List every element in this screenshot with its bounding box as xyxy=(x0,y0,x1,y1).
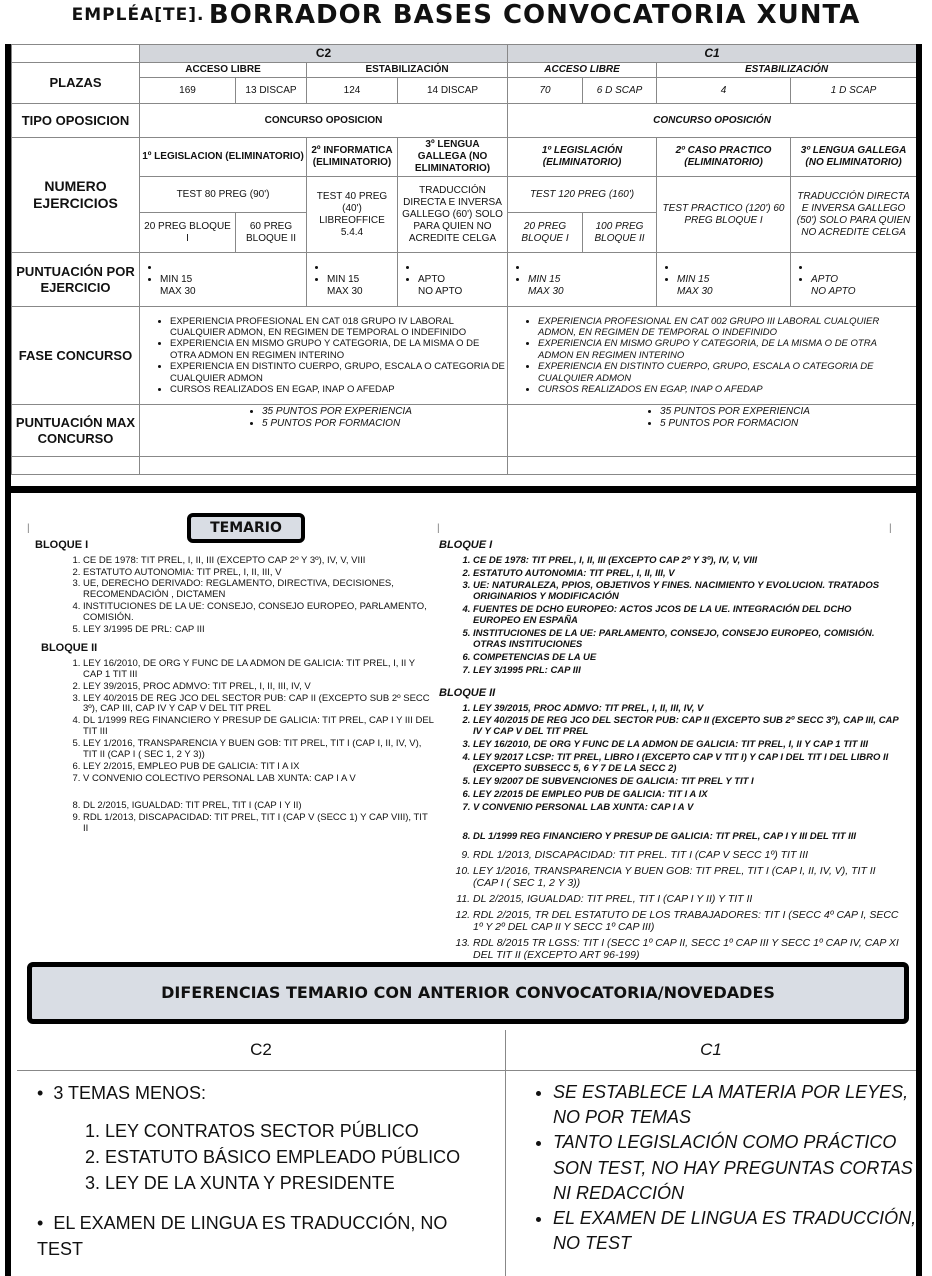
max-experiencia: • 35 PUNTOS POR EXPERIENCIA xyxy=(262,406,505,418)
c1-gallego: TRADUCCIÓN DIRECTA E INVERSA GALLEGO (50') SOLO PARA QUIEN NO ACREDITE CELGA xyxy=(791,177,917,253)
bases-table-section xyxy=(5,44,922,486)
temario-item: 7. LEY 3/1995 PRL: CAP III xyxy=(473,666,899,677)
c2-puntuacion-3 xyxy=(398,253,508,307)
c1-bloque1: 20 PREG BLOQUE I xyxy=(508,213,583,253)
plazas-value: 4 xyxy=(657,78,791,104)
diferencias-section xyxy=(5,960,922,1276)
c1-bloque2: 100 PREG BLOQUE II xyxy=(583,213,657,253)
temario-item: 8. DL 2/2015, IGUALDAD: TIT PREL, TIT I (CAP I Y II) xyxy=(83,801,435,812)
max-score: MAX 30 xyxy=(160,285,196,297)
c1-estabilizacion: ESTABILIZACIÓN xyxy=(657,63,917,78)
diff-c2-list xyxy=(37,1080,497,1263)
c2-tipo: CONCURSO OPOSICION xyxy=(140,104,508,138)
apto: APTO xyxy=(418,273,446,285)
divider xyxy=(505,1030,506,1276)
temario-item: 7. V CONVENIO COLECTIVO PERSONAL LAB XUNTA: CAP I A V xyxy=(83,774,435,785)
temario-item: 4. DL 1/1999 REG FINANCIERO Y PRESUP DE GALICIA: TIT PREL, CAP I Y III DEL TIT III xyxy=(83,716,435,738)
c1-tipo: CONCURSO OPOSICIÓN xyxy=(508,104,917,138)
c2-bloque1-title: BLOQUE I xyxy=(35,539,89,551)
c1-test-legislacion: TEST 120 PREG (160') xyxy=(508,177,657,213)
fase-item: • EXPERIENCIA PROFESIONAL EN CAT 018 GRUPO IV LABORAL CUALQUIER ADMON, EN REGIMEN DE TEMPORAL O INDEFINIDO xyxy=(170,316,505,339)
plazas-value: 70 xyxy=(508,78,583,104)
temario-item: 5. LEY 3/1995 DE PRL: CAP III xyxy=(83,625,435,636)
plazas-value: 6 D SCAP xyxy=(583,78,657,104)
c1-bloque2-title: BLOQUE II xyxy=(439,686,496,699)
c1-puntuacion-2 xyxy=(657,253,791,307)
temario-item: 3. UE: NATURALEZA, PPIOS, OBJETIVOS Y FINES. NACIMIENTO Y EVOLUCION. TRATADOS ORIGINARIOS Y MODIFICACIÓN xyxy=(473,581,899,603)
temario-item: 7. V CONVENIO PERSONAL LAB XUNTA: CAP I A V xyxy=(473,803,899,814)
temario-item: 3. LEY 16/2010, DE ORG Y FUNC DE LA ADMON DE GALICIA: TIT PREL, I, II Y CAP 1 TIT III xyxy=(473,740,899,751)
c1-caso-practico: TEST PRACTICO (120') 60 PREG BLOQUE I xyxy=(657,177,791,253)
fase-item: • EXPERIENCIA EN MISMO GRUPO Y CATEGORIA, DE LA MISMA O DE OTRA ADMON EN REGIMEN INTERINO xyxy=(170,338,505,361)
max-formacion: • 5 PUNTOS POR FORMACION xyxy=(660,418,914,430)
temario-item: 13. RDL 8/2015 TR LGSS: TIT I (SECC 1º CAP II, SECC 1º CAP III Y SECC 1º CAP IV, CAP XI DEL TIT II (EXCEPTO ART 96-199) xyxy=(473,937,899,960)
diff-c2-lingua: • EL EXAMEN DE LINGUA ES TRADUCCIÓN, NO TEST xyxy=(37,1213,448,1260)
temario-item: 5. INSTITUCIONES DE LA UE: PARLAMENTO, CONSEJO, CONSEJO EUROPEO, COMISIÓN. OTRAS INSTITUCIONES xyxy=(473,629,899,651)
temario-item: 1. CE DE 1978: TIT PREL, I, II, III (EXCEPTO CAP 2º Y 3º), IV, V, VIII xyxy=(473,556,899,567)
plazas-label: PLAZAS xyxy=(12,63,140,104)
temario-item: 9. RDL 1/2013, DISCAPACIDAD: TIT PREL. TIT I (CAP V SECC 1º) TIT III xyxy=(473,849,899,861)
temario-item: 4. INSTITUCIONES DE LA UE: CONSEJO, CONSEJO EUROPEO, PARLAMENTO, COMISIÓN. xyxy=(83,602,435,624)
max-score: MAX 30 xyxy=(677,285,713,297)
plazas-value: 13 DISCAP xyxy=(236,78,307,104)
temario-item: 6. LEY 2/2015, EMPLEO PUB DE GALICIA: TIT I A IX xyxy=(83,762,435,773)
ruler-mark: | xyxy=(889,523,892,534)
temario-item: 5. LEY 1/2016, TRANSPARENCIA Y BUEN GOB: TIT PREL, TIT I (CAP I, II, IV, V), TIT II (CAP I ( SEC 1, 2 Y 3)) xyxy=(83,739,435,761)
min-score: MIN 15 xyxy=(528,273,561,285)
bases-table xyxy=(11,44,917,475)
temario-item: 4. FUENTES DE DCHO EUROPEO: ACTOS JCOS DE LA UE. INTEGRACIÓN DEL DCHO EUROPEO EN ESPAÑA xyxy=(473,605,899,627)
no-apto: NO APTO xyxy=(811,285,856,297)
c2-temario xyxy=(35,533,435,836)
apto: APTO xyxy=(811,273,839,285)
c2-bloque1: 20 PREG BLOQUE I xyxy=(140,213,236,253)
diff-c1-item: • SE ESTABLECE LA MATERIA POR LEYES, NO POR TEMAS xyxy=(553,1080,917,1130)
fase-item: • EXPERIENCIA PROFESIONAL EN CAT 002 GRUPO III LABORAL CUALQUIER ADMON, EN REGIMEN DE TEMPORAL O INDEFINIDO xyxy=(538,316,914,339)
page-header xyxy=(0,0,932,40)
c1-bloque1-title: BLOQUE I xyxy=(439,539,493,551)
fase-item: • CURSOS REALIZADOS EN EGAP, INAP O AFEDAP xyxy=(170,384,505,395)
temario-item: 2. ESTATUTO AUTONOMIA: TIT PREL, I, II, III, V xyxy=(473,569,899,580)
diferencias-table xyxy=(17,1030,916,1276)
max-formacion: • 5 PUNTOS POR FORMACION xyxy=(262,418,505,430)
min-score: MIN 15 xyxy=(677,273,710,285)
temario-title: TEMARIO xyxy=(187,513,305,543)
temario-item: 2. LEY 40/2015 DE REG JCO DEL SECTOR PUB: CAP II (EXCEPTO SUB 2º SECC 3º), CAP III, CAP IV Y CAP V DEL TIT PREL xyxy=(473,716,899,738)
c1-acceso-libre: ACCESO LIBRE xyxy=(508,63,657,78)
temario-item: 3. LEY 40/2015 DE REG JCO DEL SECTOR PUB: CAP II (EXCEPTO SUB 2º SECC 3º), CAP III, CAP IV Y CAP V DEL TIT PREL xyxy=(83,694,435,716)
temario-item: 10. LEY 1/2016, TRANSPARENCIA Y BUEN GOB: TIT PREL, TIT I (CAP I, II, IV, V), TIT II (CAP I ( SEC 1, 2 Y 3)) xyxy=(473,865,899,889)
ejercicios-label: NUMERO EJERCICIOS xyxy=(12,138,140,253)
max-score: MAX 30 xyxy=(528,285,564,297)
c2-puntuacion-2 xyxy=(307,253,398,307)
max-experiencia: • 35 PUNTOS POR EXPERIENCIA xyxy=(660,406,914,418)
diff-c2-tema: 2. ESTATUTO BÁSICO EMPLEADO PÚBLICO xyxy=(105,1144,497,1170)
fase-item: • EXPERIENCIA EN DISTINTO CUERPO, GRUPO, ESCALA O CATEGORIA DE CUALQUIER ADMON xyxy=(538,361,914,384)
c2-max-concurso xyxy=(140,405,508,457)
temario-item: 5. LEY 9/2007 DE SUBVENCIONES DE GALICIA: TIT PREL Y TIT I xyxy=(473,777,899,788)
c2-ejercicio-2: 2º INFORMATICA (ELIMINATORIO) xyxy=(307,138,398,177)
diff-c2-head-text: 3 TEMAS MENOS: xyxy=(53,1083,207,1103)
puntuacion-label: PUNTUACIÓN POR EJERCICIO xyxy=(12,253,140,307)
temario-item: 1. LEY 16/2010, DE ORG Y FUNC DE LA ADMON DE GALICIA: TIT PREL, I, II Y CAP 1 TIT III xyxy=(83,659,435,681)
c2-gallego: TRADUCCIÓN DIRECTA E INVERSA GALLEGO (60') SOLO PARA QUIEN NO ACREDITE CELGA xyxy=(398,177,508,253)
c2-bloque2-title: BLOQUE II xyxy=(41,642,98,655)
c1-ejercicio-1: 1º LEGISLACIÓN (ELIMINATORIO) xyxy=(508,138,657,177)
c1-header: C1 xyxy=(508,45,917,63)
temario-item: 6. LEY 2/2015 DE EMPLEO PUB DE GALICIA: TIT I A IX xyxy=(473,790,899,801)
c1-puntuacion-3 xyxy=(791,253,917,307)
c2-bloque2: 60 PREG BLOQUE II xyxy=(236,213,307,253)
diff-c1-item: • TANTO LEGISLACIÓN COMO PRÁCTICO SON TEST, NO HAY PREGUNTAS CORTAS NI REDACCIÓN xyxy=(553,1130,917,1206)
c2-acceso-libre: ACCESO LIBRE xyxy=(140,63,307,78)
no-apto: NO APTO xyxy=(418,285,463,297)
c1-temario xyxy=(439,533,899,960)
c2-ejercicio-3: 3º LENGUA GALLEGA (NO ELIMINATORIO) xyxy=(398,138,508,177)
ruler-mark: | xyxy=(27,523,30,534)
min-score: MIN 15 xyxy=(327,273,360,285)
diff-c2-head: • 3 TEMAS MENOS: xyxy=(37,1083,207,1103)
diferencias-title: DIFERENCIAS TEMARIO CON ANTERIOR CONVOCATORIA/NOVEDADES xyxy=(27,962,909,1024)
max-score: MAX 30 xyxy=(327,285,363,297)
diff-c1-item: • EL EXAMEN DE LINGUA ES TRADUCCIÓN, NO TEST xyxy=(553,1206,917,1256)
max-concurso-label: PUNTUACIÓN MAX CONCURSO xyxy=(12,405,140,457)
c2-estabilizacion: ESTABILIZACIÓN xyxy=(307,63,508,78)
plazas-value: 124 xyxy=(307,78,398,104)
temario-item: 9. RDL 1/2013, DISCAPACIDAD: TIT PREL, TIT I (CAP V (SECC 1) Y CAP VIII), TIT II xyxy=(83,813,435,835)
tipo-label: TIPO OPOSICION xyxy=(12,104,140,138)
c1-ejercicio-2: 2º CASO PRACTICO (ELIMINATORIO) xyxy=(657,138,791,177)
plazas-value: 14 DISCAP xyxy=(398,78,508,104)
c2-test-informatica: TEST 40 PREG (40') LIBREOFFICE 5.4.4 xyxy=(307,177,398,253)
temario-item: 11. DL 2/2015, IGUALDAD: TIT PREL, TIT I (CAP I Y II) Y TIT II xyxy=(473,893,899,905)
c2-header: C2 xyxy=(140,45,508,63)
ruler-mark: | xyxy=(437,523,440,534)
temario-section xyxy=(5,486,922,960)
plazas-value: 1 D SCAP xyxy=(791,78,917,104)
fase-item: • EXPERIENCIA EN MISMO GRUPO Y CATEGORIA, DE LA MISMA O DE OTRA ADMON EN REGIMEN INTERINO xyxy=(538,338,914,361)
diff-c2-tema: 1. LEY CONTRATOS SECTOR PÚBLICO xyxy=(105,1118,497,1144)
c2-puntuacion-1 xyxy=(140,253,307,307)
temario-item: 1. CE DE 1978: TIT PREL, I, II, III (EXCEPTO CAP 2º Y 3º), IV, V, VIII xyxy=(83,556,435,567)
temario-item: 2. ESTATUTO AUTONOMIA: TIT PREL, I, II, III, V xyxy=(83,568,435,579)
diff-c1-header: C1 xyxy=(506,1030,916,1071)
c1-fase xyxy=(508,307,917,405)
plazas-value: 169 xyxy=(140,78,236,104)
fase-item: • EXPERIENCIA EN DISTINTO CUERPO, GRUPO, ESCALA O CATEGORIA DE CUALQUIER ADMON xyxy=(170,361,505,384)
temario-item: 3. UE, DERECHO DERIVADO: REGLAMENTO, DIRECTIVA, DECISIONES, RECOMENDACIÓN , DICTAMEN xyxy=(83,579,435,601)
temario-item: 4. LEY 9/2017 LCSP: TIT PREL, LIBRO I (EXCEPTO CAP V TIT I) Y CAP I DEL TIT I DEL LIBRO II (EXCEPTO SUBSECC 5, 6 Y 7 DE LA SECC 2) xyxy=(473,753,899,775)
temario-item: 8. DL 1/1999 REG FINANCIERO Y PRESUP DE GALICIA: TIT PREL, CAP I Y III DEL TIT III xyxy=(473,832,899,843)
c2-fase xyxy=(140,307,508,405)
c2-ejercicio-1: 1º LEGISLACION (ELIMINATORIO) xyxy=(140,138,307,177)
temario-item: 6. COMPETENCIAS DE LA UE xyxy=(473,653,899,664)
diff-c2-tema: 3. LEY DE LA XUNTA Y PRESIDENTE xyxy=(105,1170,497,1196)
temario-item: 2. LEY 39/2015, PROC ADMVO: TIT PREL, I, II, III, IV, V xyxy=(83,682,435,693)
brand-logo: EMPLÉA[TE]. xyxy=(71,5,205,25)
diff-c2-lingua-text: EL EXAMEN DE LINGUA ES TRADUCCIÓN, NO TEST xyxy=(37,1213,448,1260)
fase-label: FASE CONCURSO xyxy=(12,307,140,405)
c1-puntuacion-1 xyxy=(508,253,657,307)
c2-test-legislacion: TEST 80 PREG (90') xyxy=(140,177,307,213)
diff-c2-header: C2 xyxy=(17,1030,505,1071)
c1-max-concurso xyxy=(508,405,917,457)
temario-item: 1. LEY 39/2015, PROC ADMVO: TIT PREL, I, II, III, IV, V xyxy=(473,704,899,715)
min-score: MIN 15 xyxy=(160,273,193,285)
diff-c1-list xyxy=(527,1080,917,1256)
page-title: BORRADOR BASES CONVOCATORIA XUNTA xyxy=(208,0,861,30)
fase-item: • CURSOS REALIZADOS EN EGAP, INAP O AFEDAP xyxy=(538,384,914,395)
c1-ejercicio-3: 3º LENGUA GALLEGA (NO ELIMINATORIO) xyxy=(791,138,917,177)
temario-item: 12. RDL 2/2015, TR DEL ESTATUTO DE LOS TRABAJADORES: TIT I (SECC 4º CAP I, SECC 1º Y 2º DEL CAP II Y SECC 1º CAP III) xyxy=(473,909,899,933)
